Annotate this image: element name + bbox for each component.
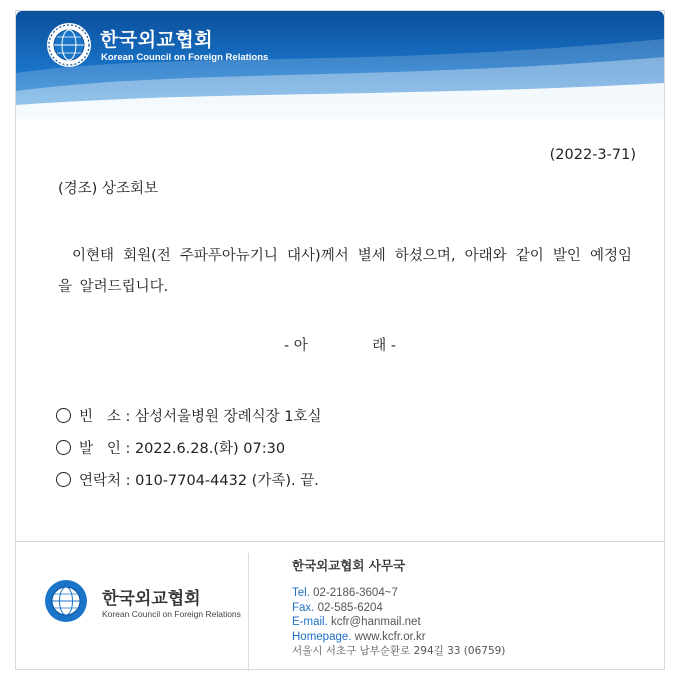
list-item <box>56 463 321 495</box>
footer-vertical-divider <box>248 553 249 671</box>
address: 서울시 서초구 남부순환로 294길 33 (06759) <box>292 645 506 658</box>
fax-value: 02-585-6204 <box>317 601 383 614</box>
document-number: (2022-3-71) <box>549 147 636 163</box>
circle-bullet-icon <box>56 408 71 423</box>
tel-line <box>292 586 505 601</box>
contact-info: 연락처 : 010-7704-4432 (가족). 끝. <box>79 472 319 489</box>
email-line <box>292 615 505 630</box>
homepage-link[interactable]: www.kcfr.or.kr <box>354 630 426 643</box>
document-subject: (경조) 상조회보 <box>58 181 158 197</box>
footer-org-name-korean: 한국외교협회 <box>102 589 201 609</box>
section-heading: - 아 래 - <box>283 338 397 354</box>
footer-org-name-english: Korean Council on Foreign Relations <box>102 609 241 619</box>
funeral-date-info: 발 인 : 2022.6.28.(화) 07:30 <box>79 440 286 457</box>
letter-frame <box>15 10 665 670</box>
globe-emblem-icon <box>44 579 88 623</box>
header-banner <box>16 11 664 119</box>
list-item <box>56 431 321 463</box>
globe-emblem-icon <box>46 22 92 68</box>
org-name-english: Korean Council on Foreign Relations <box>101 52 269 63</box>
homepage-line <box>292 630 505 645</box>
email-label: E-mail. <box>292 616 328 629</box>
fax-line <box>292 601 505 616</box>
funeral-hall-info: 빈 소 : 삼성서울병원 장례식장 1호실 <box>79 408 322 425</box>
announcement-body: 이현태 회원(전 주파푸아뉴기니 대사)께서 별세 하셨으며, 아래와 같이 발인 예정임을 알려드립니다. <box>58 248 632 295</box>
org-name-korean: 한국외교협회 <box>100 29 214 51</box>
circle-bullet-icon <box>56 472 71 487</box>
footer-divider-line <box>16 541 664 542</box>
tel-value: 02-2186-3604~7 <box>313 587 398 599</box>
homepage-label: Homepage. <box>292 630 352 643</box>
office-title: 한국외교협회 사무국 <box>292 558 406 573</box>
tel-label: Tel. <box>292 587 310 599</box>
list-item <box>56 399 321 431</box>
circle-bullet-icon <box>56 440 71 455</box>
fax-label: Fax. <box>292 601 315 614</box>
contact-block <box>292 586 505 659</box>
details-list <box>56 399 321 495</box>
email-link[interactable]: kcfr@hanmail.net <box>330 616 421 629</box>
